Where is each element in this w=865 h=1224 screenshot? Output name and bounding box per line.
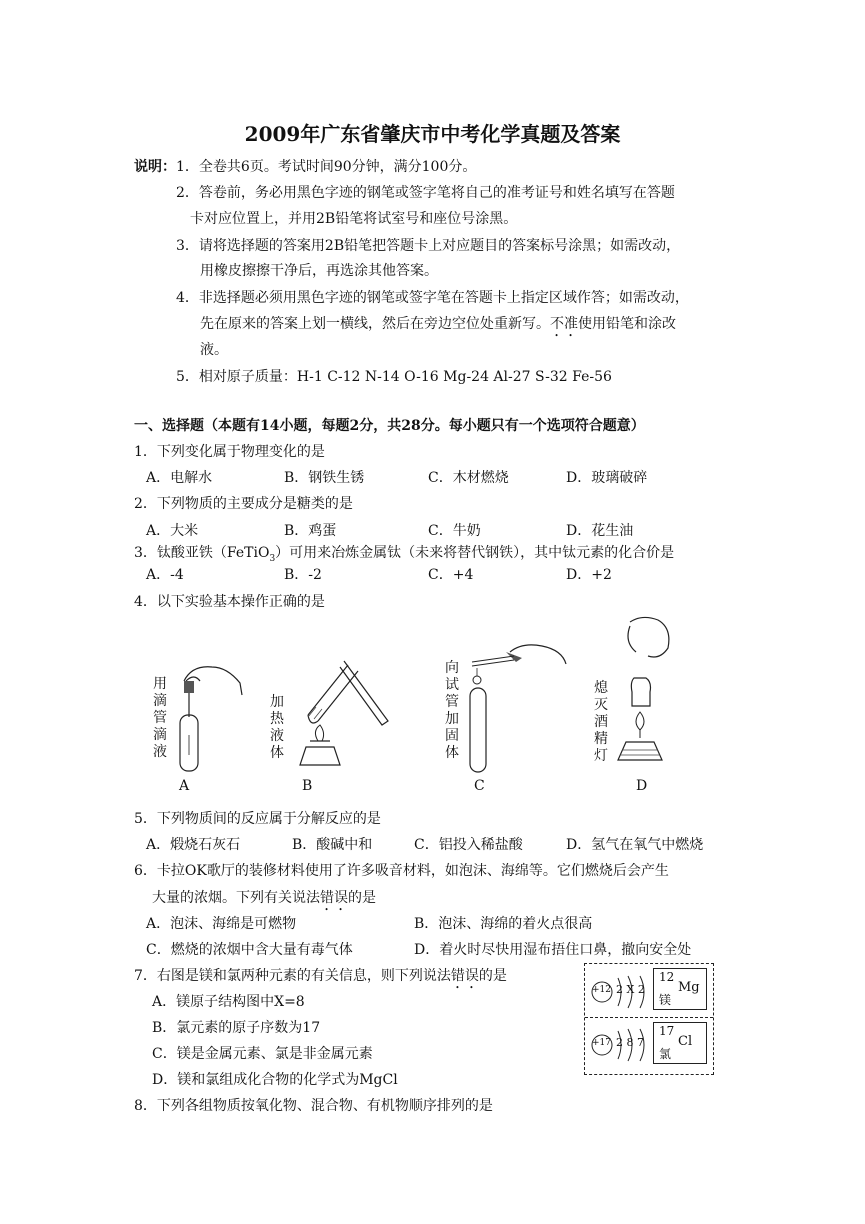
figure-a-label: A [179, 778, 190, 794]
stem-emphasis: 错误 [450, 968, 479, 984]
note-item: 3．请将选择题的答案用2B铅笔把答题卡上对应题目的答案标号涂黑；如需改动， [176, 238, 681, 254]
question-stem [134, 967, 507, 992]
option-c: C．+4 [428, 567, 474, 583]
figure-d-label: D [636, 778, 648, 794]
figure-a-caption: 用滴管滴液 [153, 676, 167, 760]
cl-name: 氯 [659, 1047, 672, 1061]
note-item: 1．全卷共6页。考试时间90分钟，满分100分。 [176, 159, 477, 175]
mg-name: 镁 [659, 993, 672, 1007]
option-d: D．镁和氯组成化合物的化学式为MgCl [152, 1072, 398, 1088]
option-a: A．镁原子结构图中X=8 [152, 994, 305, 1010]
section-heading: 一、选择题（本题有14小题，每题2分，共28分。每小题只有一个选项符合题意） [134, 418, 645, 434]
mg-nucleus: +12 [592, 985, 611, 995]
cl-nucleus: +17 [592, 1038, 611, 1048]
option-a: A．煅烧石灰石 [146, 837, 241, 853]
option-a: A．泡沫、海绵是可燃物 [146, 916, 297, 932]
question-stem: 6．卡拉OK歌厅的装修材料使用了许多吸音材料，如泡沫、海绵等。它们燃烧后会产生 [134, 863, 669, 879]
stem-text: 大量的浓烟。下列有关说法 [152, 890, 320, 906]
question-stem: 1．下列变化属于物理变化的是 [134, 444, 325, 460]
option-c: C．牛奶 [428, 523, 481, 539]
cl-element-card [653, 1022, 707, 1064]
extinguish-lamp-illustration [612, 612, 692, 777]
note-item: 2．答卷前，务必用黑色字迹的钢笔或签字笔将自己的准考证号和姓名填写在答题 [176, 185, 675, 201]
option-a: A．电解水 [146, 470, 213, 486]
figure-c-label: C [474, 778, 485, 794]
option-a: A．-4 [146, 567, 184, 583]
cl-shells: 2 8 7 [616, 1036, 644, 1049]
question-stem: 2．下列物质的主要成分是糖类的是 [134, 496, 353, 512]
figure-b-label: B [302, 778, 313, 794]
note-item-line [200, 315, 676, 340]
adding-solid-illustration [462, 636, 572, 776]
note-item: 用橡皮擦擦干净后，再选涂其他答案。 [200, 263, 438, 279]
mg-number: 12 [659, 970, 675, 984]
mg-shells: 2 X 2 [616, 983, 645, 996]
stem-emphasis: 错误 [320, 890, 348, 906]
option-d: D．着火时尽快用湿布捂住口鼻，撤向安全处 [414, 942, 692, 958]
cl-symbol: Cl [678, 1034, 693, 1049]
note-emphasis: 不准 [550, 316, 578, 332]
option-c: C．镁是金属元素、氯是非金属元素 [152, 1046, 373, 1062]
mg-element-card [653, 968, 707, 1010]
stem-text: 3．钛酸亚铁（FeTiO [134, 545, 270, 561]
mg-symbol: Mg [678, 980, 700, 995]
dropper-test-tube-illustration [172, 655, 252, 775]
option-c: C．木材燃烧 [428, 470, 509, 486]
option-c: C．燃烧的浓烟中含大量有毒气体 [146, 942, 353, 958]
option-d: D．氢气在氧气中燃烧 [566, 837, 704, 853]
question-stem-cont [152, 889, 376, 914]
figure-b-caption: 加热液体 [270, 694, 284, 761]
question-stem: 8．下列各组物质按氧化物、混合物、有机物顺序排列的是 [134, 1098, 493, 1114]
stem-text: 的是 [478, 968, 507, 984]
note-item: 卡对应位置上，并用2B铅笔将试室号和座位号涂黑。 [190, 211, 518, 227]
option-b: B．鸡蛋 [284, 523, 337, 539]
cl-number: 17 [659, 1024, 675, 1038]
figure-c-caption: 向试管加固体 [445, 660, 459, 761]
option-b: B．钢铁生锈 [284, 470, 365, 486]
option-b: B．氯元素的原子序数为17 [152, 1020, 321, 1036]
notes-label: 说明： [134, 159, 176, 175]
element-info-figure [584, 963, 714, 1075]
option-d: D．玻璃破碎 [566, 470, 648, 486]
figure-divider [585, 1017, 713, 1018]
note-text: 先在原来的答案上划一横线，然后在旁边空位处重新写。 [200, 316, 550, 332]
option-b: B．酸碱中和 [292, 837, 373, 853]
note-item: 液。 [200, 342, 228, 358]
option-d: D．+2 [566, 567, 612, 583]
question-stem: 4．以下实验基本操作正确的是 [134, 594, 325, 610]
heating-liquid-illustration [288, 655, 398, 775]
question-stem [134, 544, 674, 568]
stem-text: 7．右图是镁和氯两种元素的有关信息，则下列说法 [134, 968, 451, 984]
option-c: C．铝投入稀盐酸 [414, 837, 523, 853]
stem-subscript: 3 [269, 553, 276, 564]
note-item: 4．非选择题必须用黑色字迹的钢笔或签字笔在答题卡上指定区域作答；如需改动， [176, 290, 689, 306]
stem-text: 的是 [348, 890, 376, 906]
note-item: 5．相对原子质量：H-1 C-12 N-14 O-16 Mg-24 Al-27 S-32 Fe-56 [176, 369, 612, 385]
figure-d-caption: 熄灭酒精灯 [594, 680, 608, 764]
option-b: B．-2 [284, 567, 322, 583]
stem-text: ）可用来冶炼金属钛（未来将替代钢铁），其中钛元素的化合价是 [275, 545, 675, 561]
page-title: 2009年广东省肇庆市中考化学真题及答案 [244, 122, 621, 146]
option-d: D．花生油 [566, 523, 634, 539]
option-b: B．泡沫、海绵的着火点很高 [414, 916, 593, 932]
option-a: A．大米 [146, 523, 199, 539]
note-text: 使用铅笔和涂改 [578, 316, 676, 332]
question-stem: 5．下列物质间的反应属于分解反应的是 [134, 811, 381, 827]
